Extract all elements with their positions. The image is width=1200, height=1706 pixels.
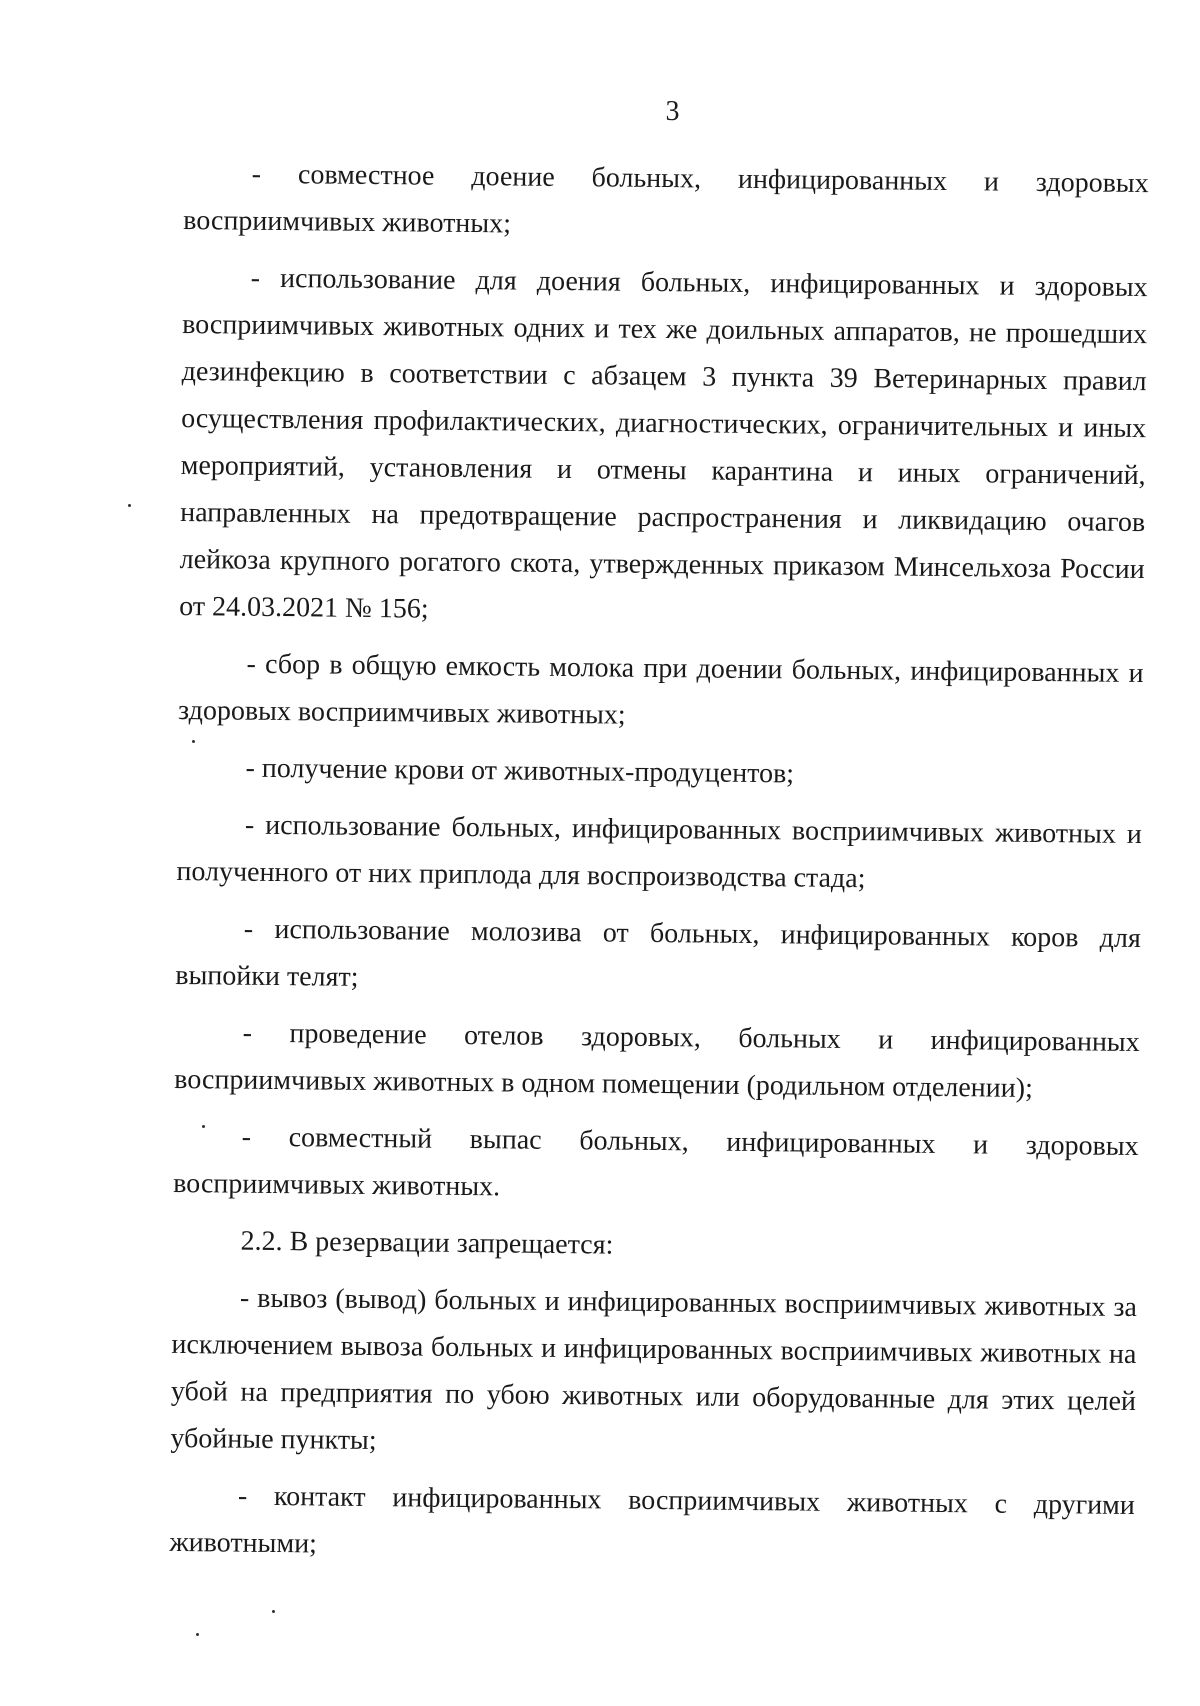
paragraph-removal-of-animals: - вывоз (вывод) больных и инфицированных восприимчивых животных за исключением вывоза больных и инфицированных восприимчивых животных на убой на предприятия по убою животных или оборудованные для этих целей убойные пункты; [170, 1282, 1138, 1457]
scan-speck [128, 504, 131, 507]
paragraph-common-milk-container: - сбор в общую емкость молока при доении больных, инфицированных и здоровых восприимчивых животных; [177, 648, 1144, 731]
paragraph-calving-one-room: - проведение отелов здоровых, больных и инфицированных восприимчивых животных в одном помещении (родильном отделении); [174, 1017, 1140, 1104]
scan-speck [202, 1125, 205, 1128]
scan-speck [192, 740, 195, 743]
scan-speck [196, 1633, 199, 1636]
paragraph-section-2-2-heading: 2.2. В резервации запрещается: [240, 1225, 614, 1261]
page-number: 3 [665, 96, 680, 127]
scan-speck [272, 1610, 275, 1613]
document-body [169, 150, 1149, 1586]
paragraph-contact-with-animals: - контакт инфицированных восприимчивых животных с другими животными; [169, 1480, 1136, 1560]
paragraph-colostrum-use: - использование молозива от больных, инфицированных коров для выпойки телят; [175, 913, 1141, 993]
paragraph-shared-milking-machines: - использование для доения больных, инфицированных и здоровых восприимчивых животных одних и тех же доильных аппаратов, не прошедших дезинфекцию в соответствии с абзацем 3 пункта 39 Ветеринарных правил осуществления профилактических, диагностических, ограничительных и иных мероприятий, установления и отмены карантина и иных ограничений, направленных на предотвращение распространения и ликвидацию очагов лейкоза крупного рогатого скота, утвержденных приказом Минсельхоза России от 24.03.2021 № 156; [179, 262, 1148, 625]
paragraph-breeding-use: - использование больных, инфицированных восприимчивых животных и полученного от них приплода для воспроизводства стада; [176, 809, 1143, 895]
paragraph-blood-collection: - получение крови от животных-продуцентов; [245, 752, 795, 790]
paragraph-joint-grazing: - совместный выпас больных, инфицированных и здоровых восприимчивых животных. [173, 1121, 1139, 1203]
paragraph-joint-milking: - совместное доение больных, инфицированных и здоровых восприимчивых животных; [183, 158, 1149, 240]
